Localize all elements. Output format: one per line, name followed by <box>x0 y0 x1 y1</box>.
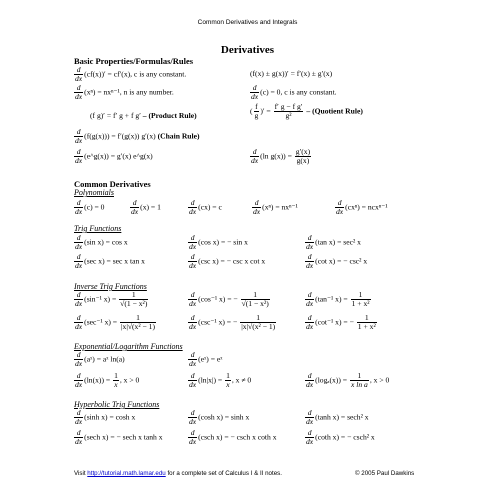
formula-trig-sec: $\frac{d}{dx}$ (sec x) = sec x tan x <box>75 252 145 270</box>
formula-hyp-csch: $\frac{d}{dx}$ (csch x) = − csch x coth x <box>189 428 277 446</box>
formula-ln-abs: $\frac{d}{dx}$ (ln|x|) = $\frac{1}{x}$ , x ≠ 0 <box>189 371 252 389</box>
footer-link[interactable]: http://tutorial.math.lamar.edu <box>87 470 166 477</box>
formula-hyp-coth: $\frac{d}{dx}$ (coth x) = − csch² x <box>306 428 375 446</box>
formula-sum-rule: (f(x) ± g(x))′ = f′(x) ± g′(x) <box>250 69 333 78</box>
formula-trig-sin: $\frac{d}{dx}$ (sin x) = cos x <box>75 233 128 251</box>
formula-exp-g: $\frac{d}{dx}$ (e^g(x)) = g′(x) e^g(x) <box>75 147 153 165</box>
formula-poly-4: $\frac{d}{dx}$ (cxⁿ) = ncxⁿ⁻¹ <box>336 198 388 216</box>
formula-hyp-cosh: $\frac{d}{dx}$ (cosh x) = sinh x <box>189 408 250 426</box>
formula-hyp-sech: $\frac{d}{dx}$ (sech x) = − sech x tanh x <box>75 428 163 446</box>
derivative-operator: $\frac{d}{dx}$ <box>251 83 259 101</box>
formula-inv-cos: $\frac{d}{dx}$ (cos⁻¹ x) = − $\frac{1}{\text{√(1 − x²)}}$ <box>189 290 269 308</box>
page-header: Common Derivatives and Integrals <box>197 19 298 26</box>
footer-copyright: © 2005 Paul Dawkins <box>355 470 415 477</box>
formula-exp-e: $\frac{d}{dx}$ (eˣ) = eˣ <box>189 350 223 368</box>
subsection-inverse-trig: Inverse Trig Functions <box>74 282 147 291</box>
formula-inv-cot: $\frac{d}{dx}$ (cot⁻¹ x) = − $\frac{1}{\text{1 + x²}}$ <box>306 313 376 331</box>
formula-poly-1: $\frac{d}{dx}$ (x) = 1 <box>131 198 161 216</box>
derivative-operator: $\frac{d}{dx}$ <box>251 147 259 165</box>
formula-inv-sec: $\frac{d}{dx}$ (sec⁻¹ x) = $\frac{1}{\text{|x|√(x² − 1)}}$ <box>75 313 156 331</box>
formula-inv-csc: $\frac{d}{dx}$ (csc⁻¹ x) = − $\frac{1}{\text{|x|√(x² − 1)}}$ <box>189 313 276 331</box>
formula-trig-csc: $\frac{d}{dx}$ (csc x) = − csc x cot x <box>189 252 266 270</box>
formula-ln: $\frac{d}{dx}$ (ln(x)) = $\frac{1}{x}$ , x > 0 <box>75 371 140 389</box>
formula-chain-rule: $\frac{d}{dx}$ (f(g(x))) = f′(g(x)) g′(x) (Chain Rule) <box>75 127 200 145</box>
formula-poly-3: $\frac{d}{dx}$ (xⁿ) = nxⁿ⁻¹ <box>253 198 298 216</box>
derivative-operator: $\frac{d}{dx}$ <box>75 127 83 145</box>
page-title: Derivatives <box>220 44 275 56</box>
formula-poly-2: $\frac{d}{dx}$ (cx) = c <box>189 198 222 216</box>
subsection-hyperbolic: Hyperbolic Trig Functions <box>74 400 160 409</box>
section-basic-heading: Basic Properties/Formulas/Rules <box>74 56 194 66</box>
derivative-operator: $\frac{d}{dx}$ <box>75 65 83 83</box>
subsection-exp-log: Exponential/Logarithm Functions <box>74 342 183 351</box>
formula-log-a: $\frac{d}{dx}$ (logₐ(x)) = $\frac{1}{\text{x ln a}}$ , x > 0 <box>306 371 390 389</box>
formula-power-rule: $\frac{d}{dx}$ (xⁿ) = nxⁿ⁻¹, n is any number. <box>75 83 174 101</box>
derivative-operator: $\frac{d}{dx}$ <box>75 147 83 165</box>
section-common-heading: Common Derivatives <box>74 179 151 189</box>
footer-note: Visit http://tutorial.math.lamar.edu for a complete set of Calculus I & II notes. <box>74 470 282 477</box>
formula-trig-tan: $\frac{d}{dx}$ (tan x) = sec² x <box>306 233 361 251</box>
formula-constant-multiple: $\frac{d}{dx}$ (cf(x))′ = cf′(x), c is any constant. <box>75 65 187 83</box>
formula-ln-g: $\frac{d}{dx}$ (ln g(x)) = $\frac{g'(x)}{g(x)}$ <box>251 147 311 165</box>
formula-inv-sin: $\frac{d}{dx}$ (sin⁻¹ x) = $\frac{1}{\text{√(1 − x²)}}$ <box>75 290 148 308</box>
formula-inv-tan: $\frac{d}{dx}$ (tan⁻¹ x) = $\frac{1}{\text{1 + x²}}$ <box>306 290 370 308</box>
formula-hyp-sinh: $\frac{d}{dx}$ (sinh x) = cosh x <box>75 408 136 426</box>
formula-trig-cos: $\frac{d}{dx}$ (cos x) = − sin x <box>189 233 248 251</box>
formula-constant-rule: $\frac{d}{dx}$ (c) = 0, c is any constant. <box>251 83 337 101</box>
derivative-operator: $\frac{d}{dx}$ <box>75 83 83 101</box>
subsection-trig: Trig Functions <box>74 224 122 233</box>
subsection-polynomials: Polynomials <box>74 188 114 197</box>
formula-quotient-rule: ( $\frac{f}{g}$ )′ = $\frac{\text{f′ g − f g′}}{\text{g²}}$ – (Quotient Rule) <box>250 102 363 120</box>
formula-product-rule: (f g)′ = f′ g + f g′ – (Product Rule) <box>90 111 197 120</box>
formula-trig-cot: $\frac{d}{dx}$ (cot x) = − csc² x <box>306 252 368 270</box>
formula-poly-0: $\frac{d}{dx}$ (c) = 0 <box>75 198 105 216</box>
formula-exp-a: $\frac{d}{dx}$ (aˣ) = aˣ ln(a) <box>75 350 125 368</box>
formula-hyp-tanh: $\frac{d}{dx}$ (tanh x) = sech² x <box>306 408 369 426</box>
